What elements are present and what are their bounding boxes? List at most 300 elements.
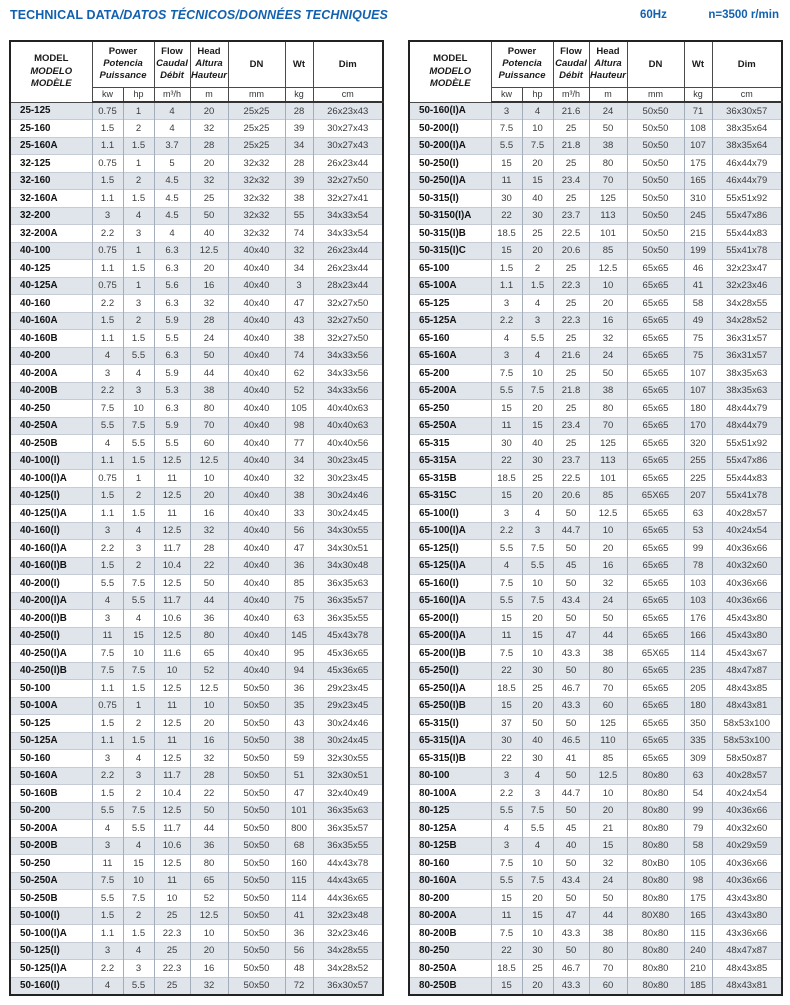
table-row <box>10 785 383 803</box>
data-cell: 50 <box>553 802 589 820</box>
table-row <box>10 732 383 750</box>
data-cell: 20 <box>522 890 553 908</box>
model-cell: 50-100(I) <box>10 907 92 925</box>
data-cell: 15 <box>491 242 522 260</box>
table-row <box>409 785 782 803</box>
data-cell: 22 <box>491 207 522 225</box>
data-cell: 50 <box>190 347 228 365</box>
data-cell: 44 <box>190 592 228 610</box>
table-row <box>10 610 383 628</box>
data-cell: 65x65 <box>627 330 684 348</box>
data-cell: 113 <box>589 452 627 470</box>
table-row <box>10 802 383 820</box>
table-row <box>10 907 383 925</box>
data-cell: 65x65 <box>627 435 684 453</box>
data-cell: 1.1 <box>92 505 123 523</box>
data-cell: 1.5 <box>92 557 123 575</box>
data-cell: 11.7 <box>154 767 190 785</box>
model-cell: 50-100A <box>10 697 92 715</box>
table-row <box>409 155 782 173</box>
data-cell: 44 <box>190 365 228 383</box>
model-cell: 40-160(I)B <box>10 557 92 575</box>
data-cell: 50x50 <box>627 155 684 173</box>
data-cell: 15 <box>491 487 522 505</box>
data-cell: 63 <box>684 505 712 523</box>
table-row <box>409 102 782 120</box>
data-cell: 2 <box>123 172 154 190</box>
table-row <box>10 382 383 400</box>
data-cell: 1.5 <box>123 452 154 470</box>
data-cell: 1.5 <box>92 487 123 505</box>
data-cell: 20 <box>522 155 553 173</box>
data-cell: 65x65 <box>627 505 684 523</box>
data-cell: 34 <box>285 260 313 278</box>
data-cell: 10 <box>589 522 627 540</box>
data-cell: 7.5 <box>92 400 123 418</box>
data-cell: 32x27x50 <box>313 330 383 348</box>
model-cell: 65-125(I)A <box>409 557 491 575</box>
data-cell: 125 <box>589 190 627 208</box>
data-cell: 38 <box>285 330 313 348</box>
data-cell: 3 <box>92 837 123 855</box>
data-cell: 40x40 <box>228 505 285 523</box>
data-cell: 32x32 <box>228 155 285 173</box>
data-cell: 40x40 <box>228 295 285 313</box>
data-cell: 7.5 <box>123 417 154 435</box>
data-cell: 1.1 <box>491 277 522 295</box>
table-row <box>409 802 782 820</box>
data-cell: 4.5 <box>154 172 190 190</box>
data-cell: 80x80 <box>627 942 684 960</box>
data-cell: 24 <box>589 592 627 610</box>
model-cell: 65-200(I)A <box>409 627 491 645</box>
data-cell: 30 <box>491 732 522 750</box>
data-cell: 2.2 <box>92 960 123 978</box>
data-cell: 45x43x80 <box>712 610 782 628</box>
data-cell: 3 <box>491 837 522 855</box>
table-body-left <box>10 102 383 995</box>
data-cell: 94 <box>285 662 313 680</box>
data-cell: 70 <box>190 417 228 435</box>
data-cell: 43.3 <box>553 977 589 995</box>
data-cell: 4 <box>92 977 123 995</box>
data-cell: 11.7 <box>154 820 190 838</box>
data-cell: 65x65 <box>627 522 684 540</box>
data-cell: 235 <box>684 662 712 680</box>
data-cell: 43x36x66 <box>712 925 782 943</box>
model-cell: 25-160 <box>10 120 92 138</box>
data-cell: 10 <box>190 470 228 488</box>
data-cell: 80 <box>589 155 627 173</box>
data-cell: 20 <box>190 260 228 278</box>
data-cell: 12.5 <box>154 802 190 820</box>
unit-m3h: m³/h <box>553 87 589 102</box>
data-cell: 40x40 <box>228 312 285 330</box>
data-cell: 32 <box>190 172 228 190</box>
data-cell: 185 <box>684 977 712 995</box>
table-row <box>409 575 782 593</box>
data-cell: 32 <box>589 855 627 873</box>
data-cell: 50x50 <box>627 172 684 190</box>
data-cell: 1 <box>123 242 154 260</box>
model-cell: 32-160 <box>10 172 92 190</box>
model-cell: 40-250B <box>10 435 92 453</box>
data-cell: 18.5 <box>491 225 522 243</box>
data-cell: 40x40 <box>228 260 285 278</box>
data-cell: 4 <box>491 820 522 838</box>
data-cell: 25 <box>154 977 190 995</box>
data-cell: 45x43x78 <box>313 627 383 645</box>
data-cell: 175 <box>684 155 712 173</box>
data-cell: 50 <box>553 505 589 523</box>
data-cell: 25 <box>553 435 589 453</box>
data-cell: 80x80 <box>627 802 684 820</box>
table-row <box>10 697 383 715</box>
data-cell: 60 <box>589 697 627 715</box>
data-cell: 47 <box>553 627 589 645</box>
data-cell: 58 <box>684 295 712 313</box>
table-row <box>10 977 383 995</box>
data-cell: 45x36x65 <box>313 645 383 663</box>
model-cell: 80-125 <box>409 802 491 820</box>
data-cell: 240 <box>684 942 712 960</box>
table-row <box>409 732 782 750</box>
model-cell: 65-315C <box>409 487 491 505</box>
data-cell: 50x50 <box>228 732 285 750</box>
data-cell: 1.5 <box>123 925 154 943</box>
data-cell: 30 <box>522 207 553 225</box>
data-cell: 4 <box>522 295 553 313</box>
col-header-dim: Dim <box>313 41 383 87</box>
table-row <box>409 697 782 715</box>
model-cell: 40-250(I) <box>10 627 92 645</box>
model-cell: 65-315A <box>409 452 491 470</box>
data-cell: 2.2 <box>92 225 123 243</box>
data-cell: 65x65 <box>627 732 684 750</box>
data-cell: 48x43x85 <box>712 960 782 978</box>
data-cell: 5.5 <box>491 872 522 890</box>
data-cell: 34x28x52 <box>712 312 782 330</box>
data-cell: 55x51x92 <box>712 435 782 453</box>
data-cell: 43x43x80 <box>712 907 782 925</box>
power-label-en: Power <box>108 45 138 57</box>
data-cell: 63 <box>285 610 313 628</box>
head-label-en: Head <box>596 45 620 57</box>
data-cell: 80x80 <box>627 960 684 978</box>
data-cell: 7.5 <box>491 855 522 873</box>
data-cell: 50 <box>522 715 553 733</box>
table-row <box>10 960 383 978</box>
data-cell: 65x65 <box>627 610 684 628</box>
data-cell: 44x36x65 <box>313 890 383 908</box>
unit-mm: mm <box>627 87 684 102</box>
data-cell: 44x43x78 <box>313 855 383 873</box>
data-cell: 1.5 <box>123 190 154 208</box>
table-row <box>10 452 383 470</box>
data-cell: 18.5 <box>491 470 522 488</box>
data-cell: 20 <box>190 102 228 120</box>
data-cell: 30 <box>522 750 553 768</box>
data-cell: 36x35x63 <box>313 802 383 820</box>
col-header-model <box>409 41 491 102</box>
data-cell: 5.5 <box>491 592 522 610</box>
data-cell: 34x30x51 <box>313 540 383 558</box>
data-cell: 60 <box>190 435 228 453</box>
data-cell: 5.5 <box>92 417 123 435</box>
data-cell: 58 <box>684 837 712 855</box>
data-cell: 3 <box>92 750 123 768</box>
data-cell: 4.5 <box>154 207 190 225</box>
data-cell: 70 <box>589 172 627 190</box>
table-row <box>409 627 782 645</box>
data-cell: 40x28x57 <box>712 767 782 785</box>
data-cell: 15 <box>491 697 522 715</box>
data-cell: 6.3 <box>154 260 190 278</box>
data-cell: 2 <box>123 487 154 505</box>
data-cell: 3 <box>123 225 154 243</box>
table-row <box>409 592 782 610</box>
data-cell: 3 <box>491 505 522 523</box>
data-cell: 80x80 <box>627 767 684 785</box>
model-cell: 40-125(I) <box>10 487 92 505</box>
data-cell: 70 <box>589 960 627 978</box>
data-cell: 12.5 <box>589 505 627 523</box>
model-label-es: MODELO <box>429 65 472 77</box>
data-cell: 41 <box>553 750 589 768</box>
data-cell: 40x40 <box>228 400 285 418</box>
data-cell: 5.5 <box>491 137 522 155</box>
model-cell: 40-160B <box>10 330 92 348</box>
table-row <box>409 907 782 925</box>
model-cell: 40-125A <box>10 277 92 295</box>
data-cell: 7.5 <box>123 662 154 680</box>
model-cell: 40-160(I) <box>10 522 92 540</box>
data-cell: 2.2 <box>491 312 522 330</box>
data-cell: 22 <box>491 942 522 960</box>
data-cell: 74 <box>285 347 313 365</box>
data-cell: 40x40 <box>228 557 285 575</box>
power-label-es: Potencia <box>502 58 542 70</box>
data-cell: 50x50 <box>228 925 285 943</box>
data-cell: 48 <box>285 960 313 978</box>
data-cell: 25 <box>522 960 553 978</box>
data-cell: 44 <box>589 907 627 925</box>
data-cell: 43.4 <box>553 592 589 610</box>
data-cell: 34 <box>285 137 313 155</box>
data-cell: 12.5 <box>589 767 627 785</box>
data-cell: 50x50 <box>228 942 285 960</box>
data-cell: 10 <box>190 925 228 943</box>
data-cell: 32 <box>190 750 228 768</box>
table-row <box>10 645 383 663</box>
data-cell: 26x23x43 <box>313 102 383 120</box>
data-cell: 50 <box>190 802 228 820</box>
data-cell: 29x23x45 <box>313 697 383 715</box>
data-cell: 65x65 <box>627 365 684 383</box>
data-cell: 56 <box>285 942 313 960</box>
data-cell: 65x65 <box>627 417 684 435</box>
data-cell: 107 <box>684 365 712 383</box>
table-row <box>409 417 782 435</box>
table-row <box>409 610 782 628</box>
data-cell: 34x33x56 <box>313 365 383 383</box>
data-cell: 22 <box>491 452 522 470</box>
data-cell: 30 <box>522 662 553 680</box>
model-cell: 50-100(I)A <box>10 925 92 943</box>
data-cell: 20 <box>190 715 228 733</box>
col-header-wt: Wt <box>684 41 712 87</box>
data-cell: 48x43x85 <box>712 680 782 698</box>
data-cell: 12.5 <box>154 487 190 505</box>
data-cell: 1.5 <box>491 260 522 278</box>
data-cell: 0.75 <box>92 102 123 120</box>
data-cell: 1.1 <box>92 452 123 470</box>
data-cell: 101 <box>589 470 627 488</box>
data-cell: 2 <box>123 785 154 803</box>
data-cell: 55x44x83 <box>712 225 782 243</box>
data-cell: 85 <box>285 575 313 593</box>
model-cell: 50-250(I)A <box>409 172 491 190</box>
rotation-speed-label: n=3500 r/min <box>708 9 779 21</box>
data-cell: 210 <box>684 960 712 978</box>
data-cell: 50x50 <box>228 907 285 925</box>
data-cell: 45x36x65 <box>313 662 383 680</box>
data-cell: 1.5 <box>92 120 123 138</box>
data-cell: 170 <box>684 417 712 435</box>
data-cell: 36x35x63 <box>313 575 383 593</box>
data-cell: 50 <box>589 890 627 908</box>
table-row <box>409 662 782 680</box>
table-row <box>409 750 782 768</box>
data-cell: 4 <box>522 837 553 855</box>
data-cell: 52 <box>190 890 228 908</box>
model-label-fr: MODÈLE <box>429 77 471 89</box>
data-cell: 320 <box>684 435 712 453</box>
table-row <box>10 627 383 645</box>
data-cell: 4 <box>123 837 154 855</box>
data-cell: 11 <box>491 627 522 645</box>
data-cell: 1.5 <box>92 715 123 733</box>
data-cell: 55x44x83 <box>712 470 782 488</box>
data-cell: 40x40 <box>228 417 285 435</box>
data-cell: 10 <box>190 697 228 715</box>
head-label-fr: Hauteur <box>191 70 227 82</box>
data-cell: 110 <box>589 732 627 750</box>
data-cell: 30 <box>522 452 553 470</box>
data-cell: 80xB0 <box>627 855 684 873</box>
data-cell: 2.2 <box>92 382 123 400</box>
data-cell: 20 <box>589 540 627 558</box>
model-cell: 80-125A <box>409 820 491 838</box>
data-cell: 80x80 <box>627 820 684 838</box>
data-cell: 40x40 <box>228 277 285 295</box>
data-cell: 24 <box>589 102 627 120</box>
data-cell: 44.7 <box>553 785 589 803</box>
col-header-head <box>589 41 627 87</box>
col-header-wt: Wt <box>285 41 313 87</box>
data-cell: 34x30x55 <box>313 522 383 540</box>
data-cell: 39 <box>285 172 313 190</box>
table-row <box>409 330 782 348</box>
data-cell: 11 <box>491 172 522 190</box>
data-cell: 4 <box>522 767 553 785</box>
data-cell: 245 <box>684 207 712 225</box>
data-cell: 36x35x55 <box>313 610 383 628</box>
col-header-dim: Dim <box>712 41 782 87</box>
data-cell: 50x50 <box>627 120 684 138</box>
data-cell: 3 <box>285 277 313 295</box>
data-cell: 30x24x45 <box>313 732 383 750</box>
data-cell: 20 <box>589 295 627 313</box>
data-cell: 0.75 <box>92 155 123 173</box>
table-row <box>409 120 782 138</box>
table-row <box>10 312 383 330</box>
data-cell: 40x40x56 <box>313 435 383 453</box>
table-header <box>409 41 782 102</box>
data-cell: 55x41x78 <box>712 242 782 260</box>
data-cell: 800 <box>285 820 313 838</box>
data-cell: 15 <box>491 610 522 628</box>
data-cell: 6.3 <box>154 295 190 313</box>
data-cell: 30x27x43 <box>313 120 383 138</box>
data-cell: 65x65 <box>627 680 684 698</box>
data-cell: 40x36x66 <box>712 855 782 873</box>
data-cell: 24 <box>589 347 627 365</box>
data-cell: 20 <box>589 802 627 820</box>
data-cell: 40x28x57 <box>712 505 782 523</box>
data-cell: 80 <box>589 942 627 960</box>
data-cell: 5.5 <box>154 330 190 348</box>
data-cell: 32x30x55 <box>313 750 383 768</box>
table-row <box>409 452 782 470</box>
data-cell: 36x30x57 <box>712 102 782 120</box>
data-cell: 40x40 <box>228 365 285 383</box>
data-cell: 40x40 <box>228 347 285 365</box>
data-cell: 32x32 <box>228 172 285 190</box>
unit-m: m <box>589 87 627 102</box>
data-cell: 5.5 <box>92 575 123 593</box>
data-cell: 10.6 <box>154 610 190 628</box>
data-cell: 85 <box>589 750 627 768</box>
data-cell: 12.5 <box>190 907 228 925</box>
data-cell: 48x43x81 <box>712 977 782 995</box>
data-cell: 80x80 <box>627 890 684 908</box>
data-cell: 55x47x86 <box>712 452 782 470</box>
data-cell: 12.5 <box>154 715 190 733</box>
unit-m3h: m³/h <box>154 87 190 102</box>
flow-label-es: Caudal <box>555 58 587 70</box>
data-cell: 30x23x45 <box>313 452 383 470</box>
data-cell: 5.6 <box>154 277 190 295</box>
data-cell: 12.5 <box>154 627 190 645</box>
data-cell: 48x44x79 <box>712 417 782 435</box>
data-cell: 4 <box>92 435 123 453</box>
table-row <box>409 225 782 243</box>
table-row <box>409 295 782 313</box>
data-cell: 50 <box>589 365 627 383</box>
data-cell: 2 <box>123 715 154 733</box>
data-cell: 10.6 <box>154 837 190 855</box>
data-cell: 40x36x66 <box>712 540 782 558</box>
data-cell: 45 <box>553 557 589 575</box>
data-cell: 32x27x50 <box>313 312 383 330</box>
data-cell: 215 <box>684 225 712 243</box>
data-cell: 16 <box>190 505 228 523</box>
data-cell: 16 <box>589 312 627 330</box>
model-cell: 80-200A <box>409 907 491 925</box>
data-cell: 38 <box>589 925 627 943</box>
table-row <box>409 837 782 855</box>
